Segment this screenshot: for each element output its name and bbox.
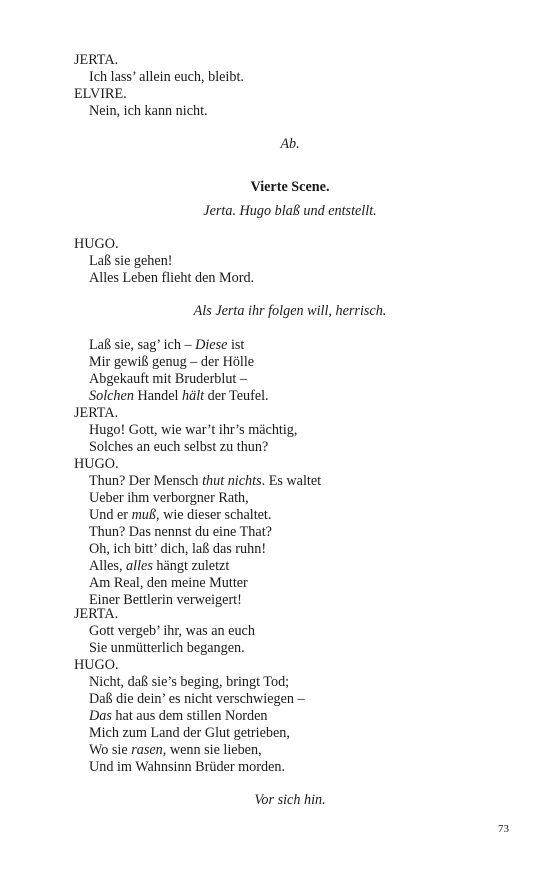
text-segment: HUGO. <box>74 456 119 472</box>
verse-line <box>89 725 290 742</box>
verse-line <box>89 674 289 691</box>
emphasis-text: Diese <box>195 337 228 353</box>
emphasis-text: Das <box>89 708 112 724</box>
emphasis-text: hält <box>182 388 205 404</box>
text-segment: ELVIRE. <box>74 86 127 102</box>
speaker-name <box>74 52 118 69</box>
speaker-name <box>74 86 127 103</box>
text-segment: Nein, ich kann nicht. <box>89 103 208 119</box>
text-segment: Ab. <box>280 136 300 152</box>
verse-line <box>89 623 255 640</box>
text-segment: Mir gewiß genug – der Hölle <box>89 354 255 370</box>
verse-line <box>89 69 244 86</box>
text-segment: wie dieser schaltet. <box>159 507 272 523</box>
emphasis-text: thut nichts <box>202 473 262 489</box>
emphasis-text: alles <box>126 558 153 574</box>
verse-line <box>89 759 285 776</box>
text-segment: Als Jerta ihr folgen will, herrisch. <box>193 303 387 319</box>
text-segment: Thun? Das nennst du eine That? <box>89 524 272 540</box>
text-segment: JERTA. <box>74 405 119 421</box>
verse-line <box>89 253 173 270</box>
text-segment: JERTA. <box>74 52 119 68</box>
text-segment: hat aus dem stillen Norden <box>111 708 268 724</box>
verse-line <box>89 270 254 287</box>
speaker-name <box>74 236 119 253</box>
text-segment: Abgekauft mit Bruderblut – <box>89 371 248 387</box>
text-segment: Gott vergeb’ ihr, was an euch <box>89 623 255 639</box>
verse-line <box>89 640 245 657</box>
text-segment: Und er <box>89 507 132 523</box>
verse-line <box>89 708 268 725</box>
text-segment: Hugo! Gott, wie war’t ihr’s mächtig, <box>89 422 298 438</box>
emphasis-text: muß, <box>131 507 160 523</box>
verse-line <box>89 558 229 575</box>
verse-line <box>89 337 244 354</box>
verse-line <box>89 473 321 490</box>
text-segment: JERTA. <box>74 606 119 622</box>
emphasis-text: rasen, <box>131 742 167 758</box>
text-segment: Laß sie gehen! <box>89 253 173 269</box>
text-segment: Und im Wahnsinn Brüder morden. <box>89 759 286 775</box>
speaker-name <box>74 606 118 623</box>
text-segment: Jerta. Hugo blaß und entstellt. <box>203 203 377 219</box>
text-segment: Vierte Scene. <box>250 179 330 195</box>
text-segment: Ueber ihm verborgner Rath, <box>89 490 249 506</box>
text-segment: Sie unmütterlich begangen. <box>89 640 245 656</box>
text-segment: Ich lass’ allein euch, bleibt. <box>89 69 244 85</box>
text-segment: hängt zuletzt <box>152 558 230 574</box>
text-segment: Vor sich hin. <box>254 792 326 808</box>
text-segment: Alles, <box>89 558 127 574</box>
text-segment: Handel <box>133 388 182 404</box>
verse-line <box>89 354 254 371</box>
stage-direction <box>75 136 505 153</box>
text-segment: Laß sie, sag’ ich – <box>89 337 196 353</box>
text-segment: Thun? Der Mensch <box>89 473 203 489</box>
stage-direction <box>75 203 505 220</box>
text-segment: Einer Bettlerin verweigert! <box>89 592 242 608</box>
text-segment: wenn sie lieben, <box>166 742 262 758</box>
verse-line <box>89 490 249 507</box>
verse-line <box>89 691 305 708</box>
verse-line <box>89 541 266 558</box>
text-segment: Daß die dein’ es nicht verschwiegen – <box>89 691 305 707</box>
text-segment: Solches an euch selbst zu thun? <box>89 439 269 455</box>
text-segment: HUGO. <box>74 236 119 252</box>
verse-line <box>89 103 208 120</box>
verse-line <box>89 507 271 524</box>
verse-line <box>89 388 269 405</box>
verse-line <box>89 575 248 592</box>
text-segment: HUGO. <box>74 657 119 673</box>
speaker-name <box>74 405 118 422</box>
scene-heading <box>75 179 505 196</box>
text-segment: . Es waltet <box>261 473 322 489</box>
page-number: 73 <box>498 823 509 835</box>
verse-line <box>89 422 297 439</box>
text-segment: ist <box>227 337 245 353</box>
verse-line <box>89 371 247 388</box>
text-segment: Mich zum Land der Glut getrieben, <box>89 725 290 741</box>
verse-line <box>89 524 272 541</box>
verse-line <box>89 742 262 759</box>
text-segment: Alles Leben flieht den Mord. <box>89 270 255 286</box>
text-segment: Am Real, den meine Mutter <box>89 575 248 591</box>
emphasis-text: Solchen <box>89 388 134 404</box>
speaker-name <box>74 657 119 674</box>
stage-direction <box>75 792 505 809</box>
text-segment: Oh, ich bitt’ dich, laß das ruhn! <box>89 541 267 557</box>
text-segment: Wo sie <box>89 742 132 758</box>
text-segment: der Teufel. <box>204 388 269 404</box>
speaker-name <box>74 456 119 473</box>
text-segment: Nicht, daß sie’s beging, bringt Tod; <box>89 674 290 690</box>
verse-line <box>89 439 268 456</box>
stage-direction <box>75 303 505 320</box>
